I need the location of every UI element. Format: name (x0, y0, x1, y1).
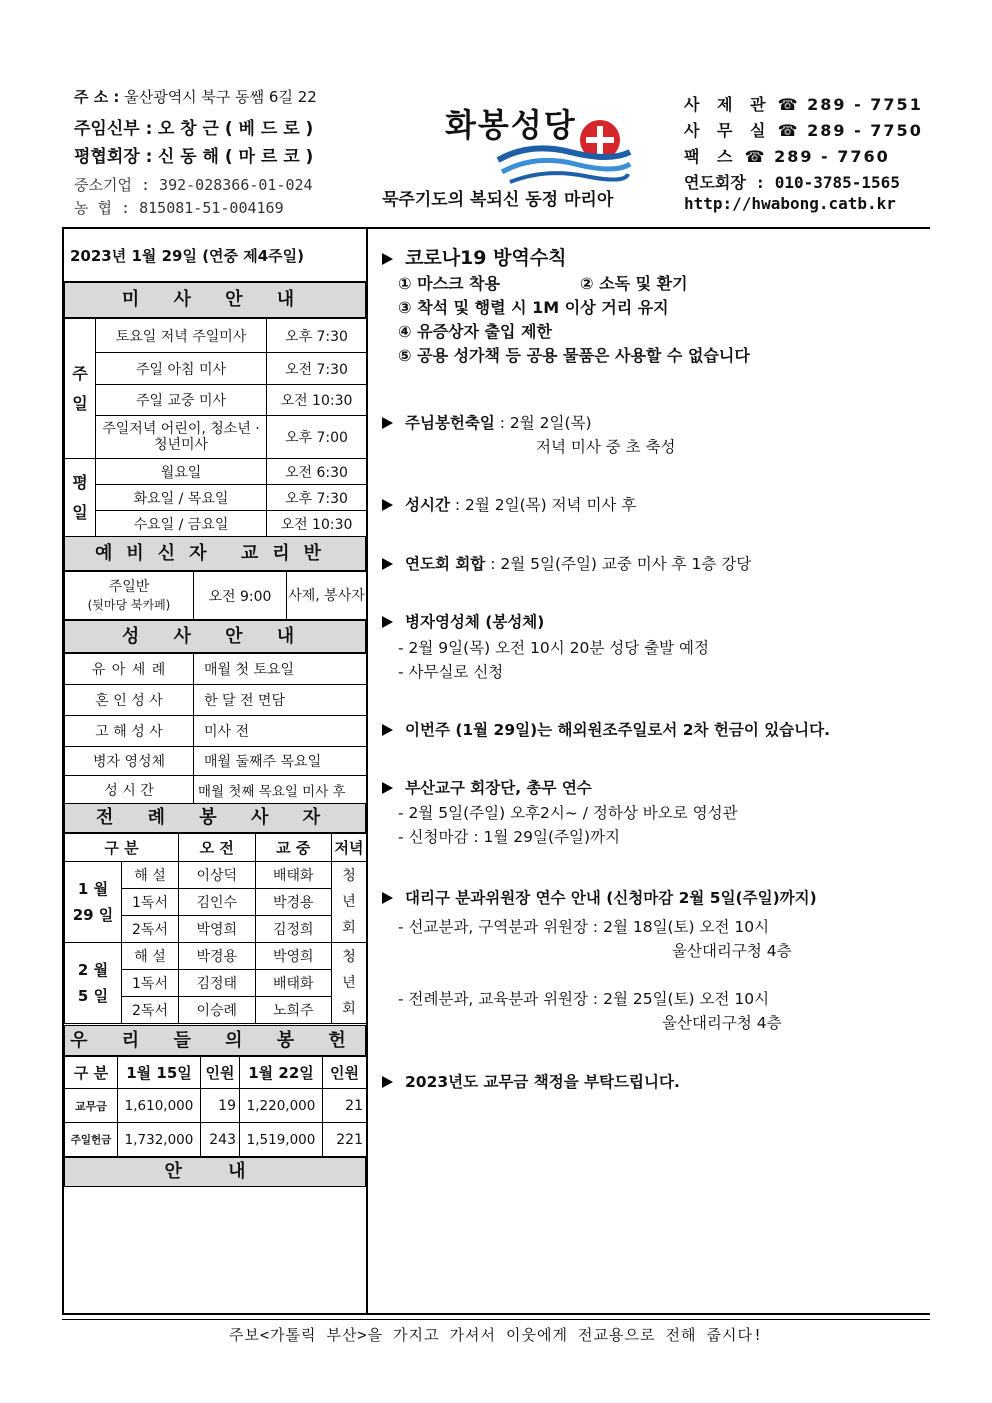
contact-phone: ☎ 289 - 7751 (777, 95, 923, 114)
bullet-triangle-icon (382, 724, 393, 736)
class-name: 주일반 (108, 578, 150, 595)
sunday-label: 주일 (65, 319, 96, 459)
mass-schedule-table (64, 318, 367, 537)
sacrament-value: 매월 둘째주 목요일 (194, 747, 367, 776)
announcement-second-collection (382, 718, 830, 740)
website-link[interactable]: http://hwabong.catb.kr (684, 194, 896, 213)
mass-name: 토요일 저녁 주일미사 (96, 319, 267, 353)
liturgy-am: 박영희 (179, 916, 256, 943)
bullet-triangle-icon (382, 616, 393, 628)
sacrament-name: 병자 영성체 (65, 747, 194, 776)
sacrament-name: 유 아 세 례 (65, 654, 194, 685)
contact-label: 팩 스 (684, 147, 739, 166)
address (74, 86, 317, 107)
announcement-holy-hour (382, 493, 636, 515)
mass-name: 주일 아침 미사 (96, 353, 267, 385)
liturgy-date: 1 월 29 일 (65, 862, 122, 943)
announcement-detail: - 사무실로 신청 (398, 663, 504, 681)
mass-time: 오전 6:30 (267, 459, 367, 485)
announcement-sick-communion (382, 610, 544, 632)
covid-rule: ② 소독 및 환기 (580, 274, 688, 293)
mass-guide-header: 미 사 안 내 (64, 282, 366, 318)
announcement-title: 2023년도 교무금 책정을 부탁드립니다. (405, 1073, 680, 1091)
announcement-title: 성시간 (405, 496, 450, 514)
sacrament-value: 매월 첫 토요일 (194, 654, 367, 685)
sacrament-header: 성 사 안 내 (64, 620, 366, 653)
covid-rule: ③ 착석 및 행렬 시 1M 이상 거리 유지 (398, 298, 669, 317)
council-president (74, 142, 313, 167)
pastor-label: 주임신부 : (74, 119, 153, 139)
liturgy-role: 2독서 (122, 916, 179, 943)
class-time: 오전 9:00 (194, 572, 287, 620)
liturgy-role: 해 설 (122, 862, 179, 889)
address-value: 울산광역시 북구 동쌤 6길 22 (124, 88, 317, 106)
sacrament-name: 고 해 성 사 (65, 716, 194, 747)
offering-table (64, 1056, 367, 1157)
mass-time: 오전 7:30 (267, 353, 367, 385)
liturgy-am: 김인수 (179, 889, 256, 916)
liturgy-role: 1독서 (122, 889, 179, 916)
announcement-title: 부산교구 회장단, 총무 연수 (405, 779, 592, 797)
pastor-value: 오 창 근 ( 베 드 로 ) (157, 119, 314, 139)
offering-col-header: 인원 (323, 1057, 367, 1089)
offering-col-header: 인원 (201, 1057, 240, 1089)
covid-rule: ① 마스크 착용 (398, 274, 500, 293)
mass-name: 화요일 / 목요일 (96, 485, 267, 511)
offering-amount: 1,220,000 (240, 1089, 323, 1123)
announcement-committee (382, 886, 817, 908)
covid-rule: ⑤ 공용 성가책 등 공용 물품은 사용할 수 없습니다 (398, 346, 750, 365)
offering-col-header: 1월 22일 (240, 1057, 323, 1089)
announcement-detail: 울산대리구청 4층 (672, 942, 792, 960)
council-value: 신 동 해 ( 마 르 코 ) (157, 147, 314, 167)
offering-row-name: 주일헌금 (65, 1123, 118, 1157)
liturgy-am: 이승례 (179, 997, 256, 1024)
bullet-triangle-icon (382, 417, 393, 429)
mass-name: 주일 교중 미사 (96, 385, 267, 416)
liturgy-main: 배태화 (255, 862, 332, 889)
sacrament-name: 성 시 간 (65, 776, 194, 804)
bullet-triangle-icon (382, 558, 393, 570)
sacrament-value: 매월 첫째 목요일 미사 후 (194, 776, 367, 804)
bullet-triangle-icon (382, 253, 393, 265)
announcement-detail: 울산대리구청 4층 (662, 1014, 782, 1032)
liturgy-am: 박경용 (179, 943, 256, 970)
offering-col-header: 구 분 (65, 1057, 118, 1089)
offering-count: 21 (323, 1089, 367, 1123)
mass-time: 오전 10:30 (267, 385, 367, 416)
offering-amount: 1,732,000 (118, 1123, 201, 1157)
liturgy-role: 해 설 (122, 943, 179, 970)
liturgy-main: 노희주 (255, 997, 332, 1024)
liturgy-date: 2 월 5 일 (65, 943, 122, 1024)
liturgy-role: 2독서 (122, 997, 179, 1024)
class-place: (뒷마당 북카페) (87, 597, 171, 612)
footer-message: 주보<가톨릭 부산>을 가지고 가셔서 이웃에게 전교용으로 전해 줍시다! (228, 1326, 764, 1344)
sacrament-name: 혼 인 성 사 (65, 685, 194, 716)
mass-time: 오후 7:30 (267, 485, 367, 511)
contact-label: 사 제 관 (684, 95, 772, 114)
bullet-triangle-icon (382, 892, 393, 904)
liturgy-header: 전 례 봉 사 자 (64, 803, 366, 833)
covid-title-text: 코로나19 방역수칙 (405, 247, 567, 269)
sacrament-value: 미사 전 (194, 716, 367, 747)
announcement-detail: - 전례분과, 교육분과 위원장 : 2월 25일(토) 오전 10시 (398, 990, 770, 1008)
announcement-title: 주님봉헌축일 (405, 414, 495, 432)
announcement-presentation (382, 411, 592, 433)
offering-count: 221 (323, 1123, 367, 1157)
bullet-triangle-icon (382, 499, 393, 511)
liturgy-col-header: 오 전 (179, 834, 256, 862)
announcement-detail: - 선교분과, 구역분과 위원장 : 2월 18일(토) 오전 10시 (398, 918, 770, 936)
announcement-detail: 저녁 미사 중 초 축성 (536, 438, 676, 456)
liturgy-col-header: 구 분 (65, 834, 179, 862)
bottom-divider (62, 1313, 930, 1315)
liturgy-col-header: 교 중 (255, 834, 332, 862)
date-line: 2023년 1월 29일 (연중 제4주일) (64, 229, 366, 282)
announcement-yeondo (382, 552, 751, 574)
covid-title (382, 243, 567, 270)
mass-time: 오후 7:30 (267, 319, 367, 353)
offering-count: 19 (201, 1089, 240, 1123)
contact-phone: ☎ 289 - 7750 (777, 121, 923, 140)
liturgy-main: 김정희 (255, 916, 332, 943)
liturgy-table (64, 833, 367, 1024)
announcement-title: 연도회 회합 (405, 555, 486, 573)
mass-time: 오후 7:00 (267, 416, 367, 459)
bottom-divider-2 (62, 1319, 930, 1320)
liturgy-main: 박영희 (255, 943, 332, 970)
church-name: 화봉성당 (445, 106, 577, 144)
announcement-text: : 2월 2일(목) 저녁 미사 후 (449, 496, 637, 514)
catechumen-header: 예비신자 교리반 (64, 536, 366, 571)
offering-header: 우 리 들 의 봉 헌 (64, 1025, 366, 1056)
yeondo-contact: 연도회장 : 010-3785-1565 (684, 173, 900, 192)
class-teacher: 사제, 봉사자 (287, 572, 367, 620)
mass-name: 월요일 (96, 459, 267, 485)
liturgy-am: 김정태 (179, 970, 256, 997)
bullet-triangle-icon (382, 782, 393, 794)
bullet-triangle-icon (382, 1076, 393, 1088)
mass-time: 오전 10:30 (267, 511, 367, 537)
catechumen-table (64, 571, 367, 620)
announcement-tithe (382, 1070, 680, 1092)
contact-phone: ☎ 289 - 7760 (744, 147, 890, 166)
contact-fax (684, 144, 890, 167)
offering-amount: 1,519,000 (240, 1123, 323, 1157)
motto: 묵주기도의 복되신 동정 마리아 (382, 190, 614, 210)
liturgy-role: 1독서 (122, 970, 179, 997)
bank-account-1: 중소기업 : 392-028366-01-024 (74, 176, 313, 194)
sacrament-value: 한 달 전 면담 (194, 685, 367, 716)
announcement-text: : 2월 5일(주일) 교중 미사 후 1층 강당 (485, 555, 752, 573)
catechumen-class (65, 572, 194, 620)
sacrament-table (64, 653, 367, 804)
announcement-detail: - 2월 5일(주일) 오후2시~ / 정하상 바오로 영성관 (398, 804, 738, 822)
offering-amount: 1,610,000 (118, 1089, 201, 1123)
liturgy-main: 박경용 (255, 889, 332, 916)
offering-row-name: 교무금 (65, 1089, 118, 1123)
contact-rectory (684, 92, 923, 115)
liturgy-evening: 청년회 (332, 862, 367, 943)
mass-name: 주일저녁 어린이, 청소년 · 청년미사 (96, 416, 267, 459)
pastor (74, 114, 313, 139)
notice-header: 안 내 (64, 1157, 366, 1187)
offering-col-header: 1월 15일 (118, 1057, 201, 1089)
liturgy-col-header: 저녁 (332, 834, 367, 862)
announcement-detail: - 2월 9일(목) 오전 10시 20분 성당 출발 예정 (398, 639, 709, 657)
liturgy-evening: 청년회 (332, 943, 367, 1024)
contact-office (684, 118, 923, 141)
announcement-detail: - 신청마감 : 1월 29일(주일)까지 (398, 828, 620, 846)
church-logo (490, 112, 640, 187)
offering-count: 243 (201, 1123, 240, 1157)
council-label: 평협회장 : (74, 147, 153, 167)
liturgy-am: 이상덕 (179, 862, 256, 889)
weekday-label: 평일 (65, 459, 96, 537)
address-label: 주 소 : (74, 88, 120, 106)
liturgy-main: 배태화 (255, 970, 332, 997)
mass-name: 수요일 / 금요일 (96, 511, 267, 537)
announcement-title: 이번주 (1월 29일)는 해외원조주일로서 2차 헌금이 있습니다. (405, 721, 830, 739)
covid-rule: ④ 유증상자 출입 제한 (398, 322, 552, 341)
announcement-title: 대리구 분과위원장 연수 안내 (신청마감 2월 5일(주일)까지) (405, 889, 817, 907)
contact-label: 사 무 실 (684, 121, 772, 140)
bank-account-2: 농 협 : 815081-51-004169 (74, 199, 284, 217)
announcement-text: : 2월 2일(목) (494, 414, 592, 432)
announcement-title: 병자영성체 (봉성체) (405, 613, 545, 631)
announcement-training (382, 776, 592, 798)
